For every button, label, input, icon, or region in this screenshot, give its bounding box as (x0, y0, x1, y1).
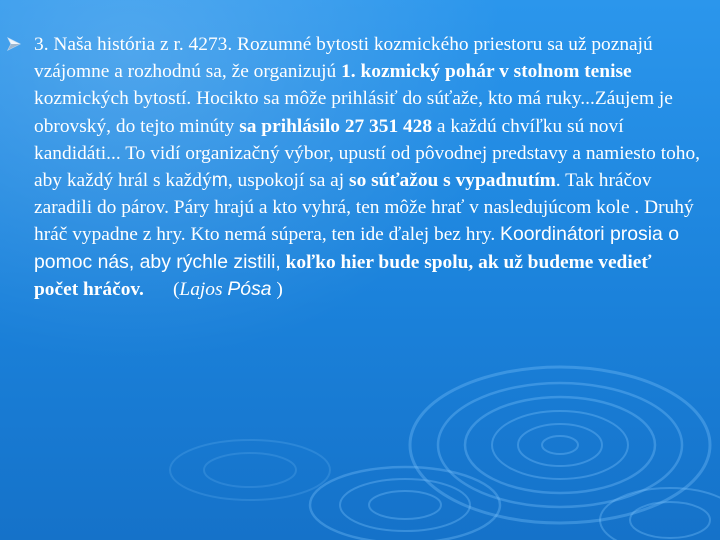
author-last-name: Pósa (227, 277, 272, 300)
paragraph-text-3: a každú chvíľku sú noví kandidáti... To vidí organizačný výbor, upustí od pôvodnej predstavy a namiesto toho, aby každý hrál s každý (34, 115, 701, 192)
paragraph-text-1: 3. Naša história z r. 4273. Rozumné bytosti kozmického priestoru sa už poznajú vzájomne a rozhodnú sa, že organizujú (34, 34, 653, 83)
author-first-name: Lajos (179, 278, 223, 300)
sans-m-character: m (211, 169, 228, 192)
paragraph-text-4: , uspokojí sa aj (227, 170, 350, 192)
slide-paragraph (34, 31, 700, 303)
bold-elimination-phrase: so súťažou s vypadnutím (349, 170, 556, 192)
paragraph-text-2: kozmických bytostí. Hocikto sa môže prihlásiť do súťaže, kto má ruky...Záujem je obrovský, do tejto minúty (34, 88, 673, 137)
author-close-paren: ) (271, 278, 283, 300)
author-open-paren: ( (143, 278, 180, 300)
bold-registered-count: sa prihlásilo 27 351 428 (239, 115, 433, 137)
bold-question: koľko hier bude spolu, ak už budeme vedieť počet hráčov. (34, 251, 652, 300)
arrow-bullet-icon (6, 36, 22, 52)
coordinators-request: Koordinátori prosia o pomoc nás, aby rýchle zistili, (34, 223, 679, 273)
bold-cup-name: 1. kozmický pohár v stolnom tenise (341, 61, 632, 83)
paragraph-text-5: . Tak hráčov zaradili do párov. Páry hrajú a kto vyhrá, ten môže hrať v nasledujúcom kole . Druhý hráč vypadne z hry. Kto nemá súpera, ten ide ďalej bez hry. (34, 170, 694, 246)
